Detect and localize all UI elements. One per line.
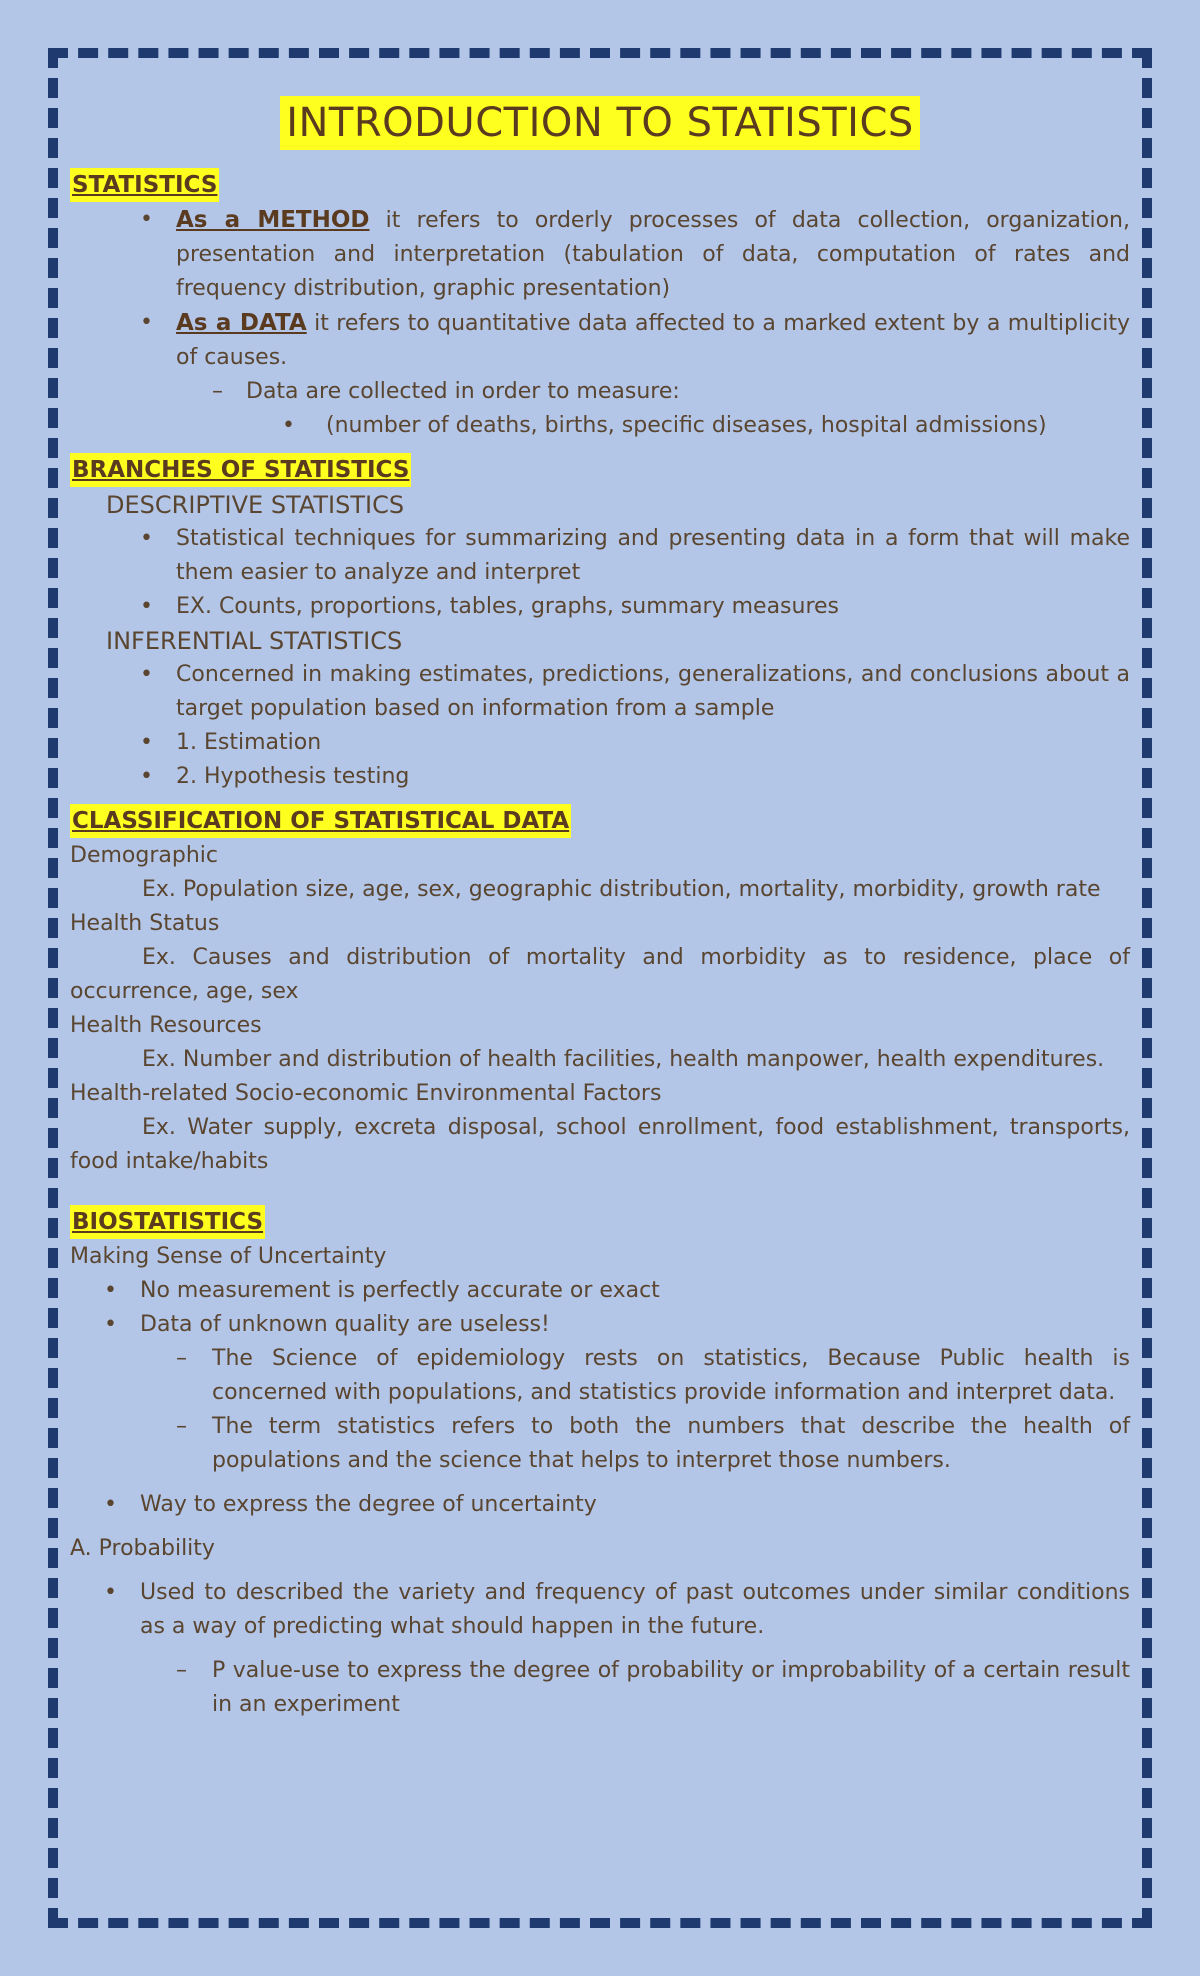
list-item: – The term statistics refers to both the numbers that describe the health of populations and the science that helps to interpret those numbers. <box>70 1410 1130 1478</box>
class-label: Health Resources <box>70 1013 262 1038</box>
biostat-subtitle: Making Sense of Uncertainty <box>70 1244 387 1269</box>
descriptive-title: DESCRIPTIVE STATISTICS <box>106 491 405 519</box>
list-item <box>70 203 1130 306</box>
class-label: Health-related Socio-economic Environmental Factors <box>70 1081 662 1106</box>
list-item: – P value-use to express the degree of probability or improbability of a certain result in an experiment <box>70 1654 1130 1722</box>
class-example: Ex. Number and distribution of health facilities, health manpower, health expenditures. <box>142 1047 1105 1072</box>
inferential-title: INFERENTIAL STATISTICS <box>106 627 403 655</box>
list-item: • EX. Counts, proportions, tables, graphs, summary measures <box>70 590 1130 624</box>
list-item: • Concerned in making estimates, predictions, generalizations, and conclusions about a target population based on information from a sample <box>70 658 1130 726</box>
method-lead: As a METHOD <box>176 207 370 233</box>
list-item: • Statistical techniques for summarizing and presenting data in a form that will make them easier to analyze and interpret <box>70 522 1130 590</box>
class-example: Ex. Water supply, excreta disposal, school enrollment, food establishment, transports, food intake/habits <box>70 1115 1130 1174</box>
list-item: • 1. Estimation <box>70 726 1130 760</box>
branches-heading: BRANCHES OF STATISTICS <box>70 453 411 487</box>
list-item: – Data are collected in order to measure: <box>70 375 1130 409</box>
list-item: • Used to described the variety and frequency of past outcomes under similar conditions as a way of predicting what should happen in the future. <box>70 1576 1130 1644</box>
data-lead: As a DATA <box>176 310 307 336</box>
statistics-heading: STATISTICS <box>70 168 219 202</box>
class-label: Demographic <box>70 843 218 868</box>
section-classification <box>70 804 1130 1179</box>
list-item: • 2. Hypothesis testing <box>70 760 1130 794</box>
method-text: it refers to orderly processes of data collection, organization, presentation and interpretation (tabulation of data, computation of rates and frequency distribution, graphic presentation) <box>176 208 1130 301</box>
page-title: INTRODUCTION TO STATISTICS <box>280 96 920 150</box>
class-example: Ex. Causes and distribution of mortality and morbidity as to residence, place of occurrence, age, sex <box>70 945 1130 1004</box>
list-item: • Way to express the degree of uncertainty <box>70 1488 1130 1522</box>
list-item: • Data of unknown quality are useless! <box>70 1308 1130 1342</box>
probability-label: A. Probability <box>70 1536 215 1561</box>
list-item: • (number of deaths, births, specific diseases, hospital admissions) <box>70 409 1130 443</box>
classification-heading: CLASSIFICATION OF STATISTICAL DATA <box>70 804 571 838</box>
section-statistics <box>70 168 1130 443</box>
class-label: Health Status <box>70 911 220 936</box>
section-branches <box>70 453 1130 794</box>
biostatistics-heading: BIOSTATISTICS <box>70 1205 265 1239</box>
list-item: – The Science of epidemiology rests on statistics, Because Public health is concerned with populations, and statistics provide information and interpret data. <box>70 1342 1130 1410</box>
section-biostatistics <box>70 1205 1130 1722</box>
data-text: it refers to quantitative data affected to a marked extent by a multiplicity of causes. <box>176 311 1130 370</box>
list-item <box>70 306 1130 375</box>
document-content <box>70 96 1130 1722</box>
list-item: • No measurement is perfectly accurate or exact <box>70 1274 1130 1308</box>
class-example: Ex. Population size, age, sex, geographic distribution, mortality, morbidity, growth rate <box>142 877 1101 902</box>
